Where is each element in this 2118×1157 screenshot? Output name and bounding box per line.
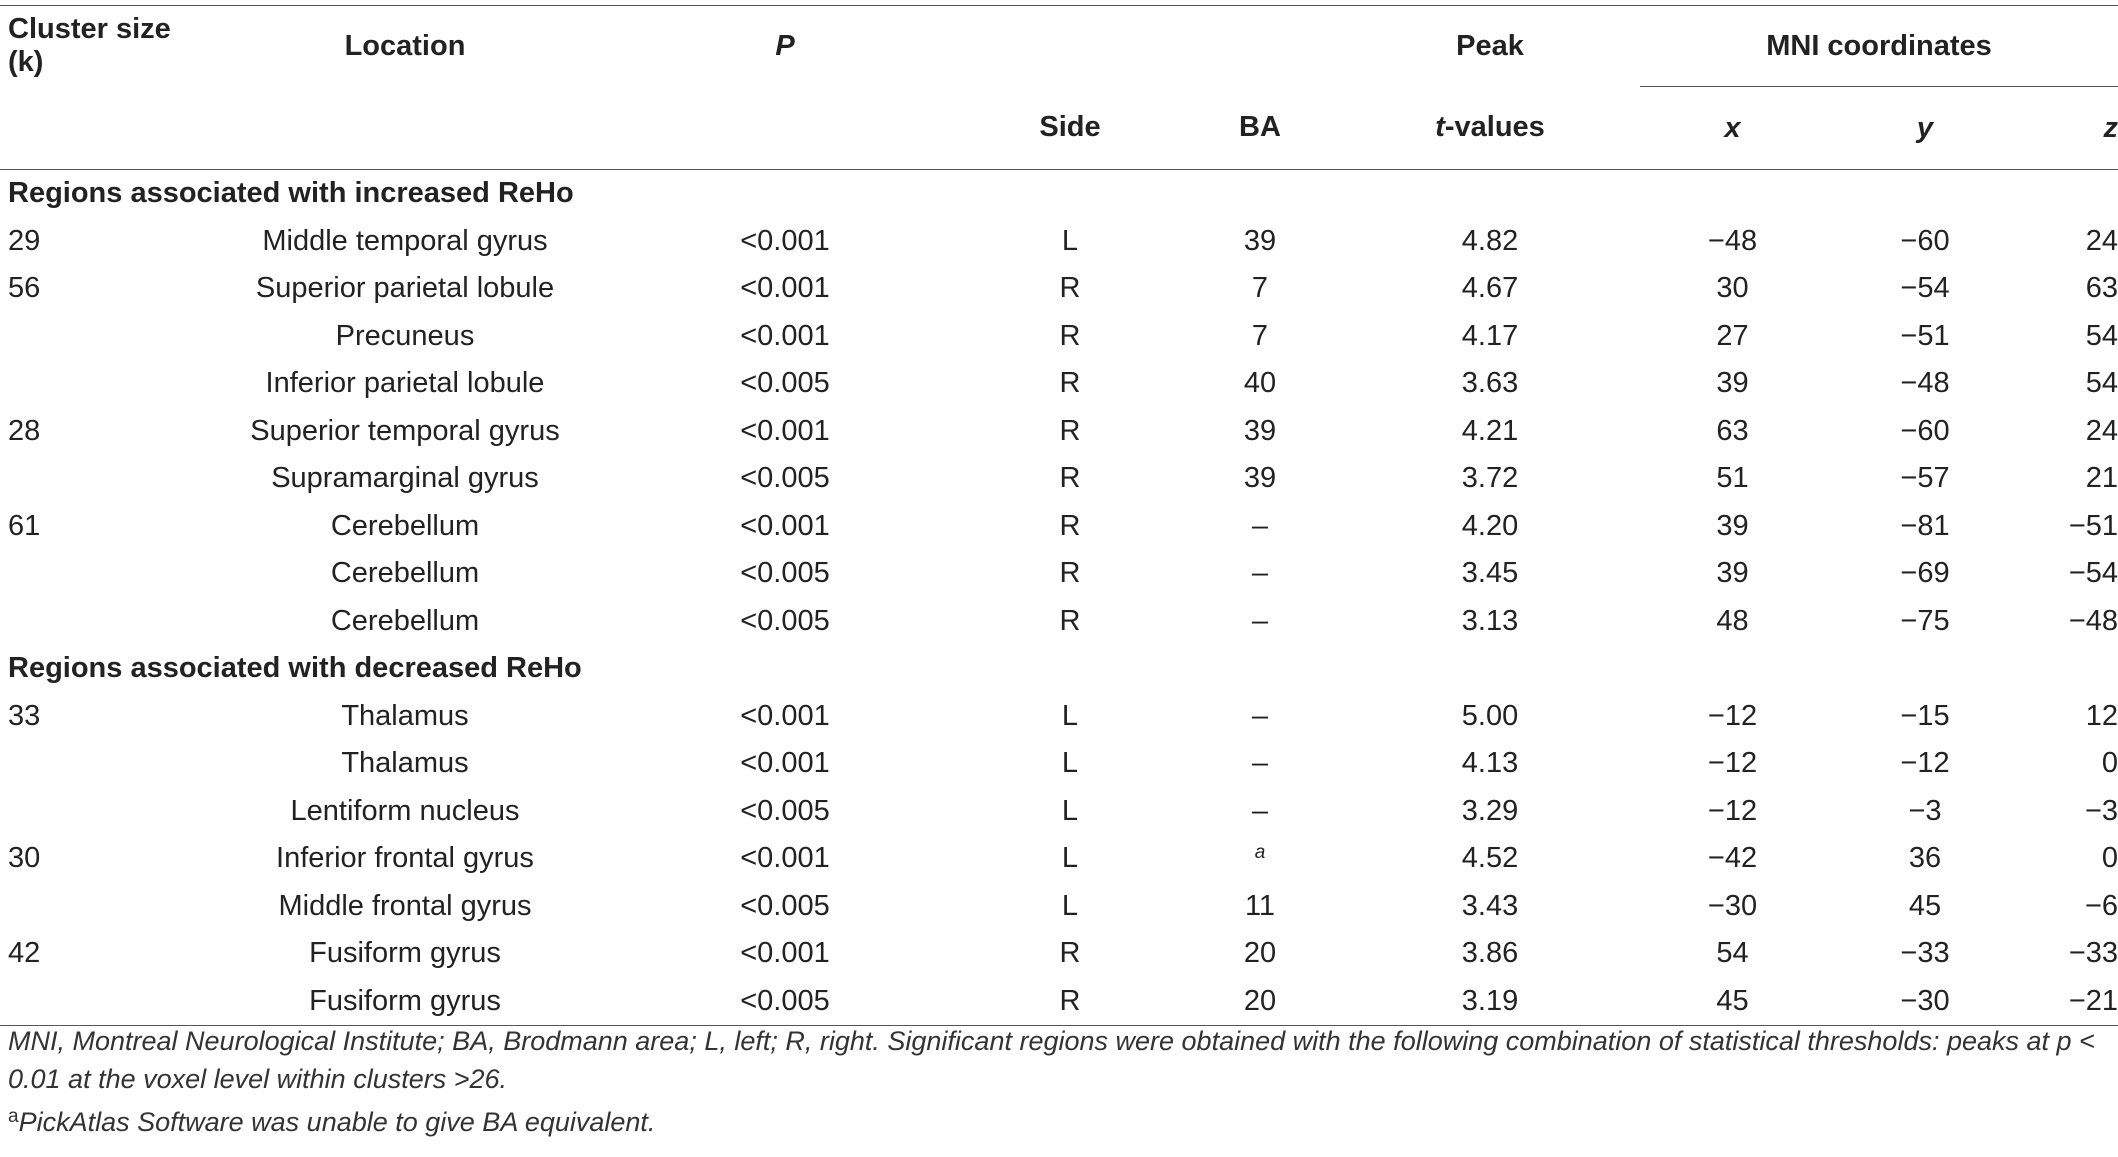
cell-location: Inferior parietal lobule [265, 367, 545, 400]
footnote-mark: a [8, 1106, 19, 1127]
cell-side: L [1061, 889, 1079, 922]
cell-y: 45 [1908, 889, 1942, 922]
cell-cluster-size: 56 [8, 272, 41, 305]
table-row [0, 550, 2118, 598]
section-row [0, 170, 2118, 218]
cell-side: R [1059, 319, 1081, 352]
header-empty-side [960, 6, 1180, 87]
cell-z: 24 [2085, 414, 2118, 447]
cell-x: 48 [1716, 604, 1749, 637]
cell-ba: – [1251, 699, 1269, 732]
cell-x: −12 [1707, 794, 1758, 827]
header-empty-1 [0, 87, 200, 170]
cell-ba: 20 [1180, 978, 1340, 1026]
cell-t-value: 3.86 [1461, 937, 1519, 970]
cell-z: −3 [2084, 794, 2118, 827]
cell-cluster-size [0, 883, 200, 931]
cell-cluster-size [0, 313, 200, 361]
cell-z: 0 [2101, 747, 2118, 780]
cell-x: 45 [1640, 978, 1825, 1026]
table-row [0, 408, 2118, 456]
cell-location: Fusiform gyrus [309, 937, 501, 970]
cell-x: −12 [1707, 699, 1758, 732]
cell-ba: 40 [1243, 367, 1277, 400]
cell-cluster-size: 28 [8, 414, 41, 447]
cell-side: L [1061, 794, 1079, 827]
ba-footnote-mark: a [1254, 841, 1266, 863]
table-row [0, 218, 2118, 266]
cell-ba: 20 [1243, 937, 1277, 970]
cell-z: 24 [2085, 224, 2118, 257]
cell-z: 63 [2085, 272, 2118, 305]
cell-y: −75 [1900, 604, 1950, 637]
cell-p-value: <0.001 [740, 699, 830, 732]
cell-y: −60 [1900, 414, 1950, 447]
cell-location: Cerebellum [330, 509, 480, 542]
cell-x: 63 [1716, 414, 1749, 447]
cell-t-value: 4.13 [1461, 747, 1519, 780]
cell-location: Lentiform nucleus [290, 794, 520, 827]
cell-p-value: <0.001 [740, 747, 830, 780]
header-mni-coordinates: MNI coordinates [1640, 6, 2118, 87]
cell-t-value: 3.43 [1461, 889, 1519, 922]
cell-ba: – [1251, 509, 1269, 542]
cell-location: Thalamus [341, 699, 469, 732]
cell-z: −51 [2068, 509, 2118, 542]
cell-cluster-size [0, 360, 200, 408]
cell-x: 30 [1716, 272, 1749, 305]
abbreviations-note: MNI, Montreal Neurological Institute; BA, Brodmann area; L, left; R, right. Significant regions were obtained with the following combination of statistical thresholds: peaks at p < 0.01 at the voxel level within clusters >26. [8, 1026, 2095, 1094]
cell-z: −6 [2084, 889, 2118, 922]
cell-y: 36 [1908, 842, 1942, 875]
cell-p-value: <0.001 [740, 272, 830, 305]
table-row [0, 313, 2118, 361]
table-row [0, 693, 2118, 741]
cell-p-value: <0.005 [740, 794, 830, 827]
cell-t-value: 4.82 [1461, 224, 1519, 257]
header-empty-ba [1180, 6, 1340, 87]
cell-side: R [1059, 272, 1081, 305]
cell-y: −60 [1900, 224, 1950, 257]
cell-cluster-size [0, 598, 200, 646]
cell-side: R [1059, 462, 1081, 495]
cell-t-value: 3.13 [1461, 604, 1519, 637]
header-z: z [2025, 87, 2118, 170]
cell-p-value: <0.005 [740, 604, 830, 637]
header-location: Location [200, 6, 610, 87]
cell-t-value: 4.20 [1461, 509, 1519, 542]
cell-cluster-size [0, 550, 200, 598]
cell-p-value: <0.001 [740, 509, 830, 542]
header-p: P [610, 6, 960, 87]
table-row [0, 788, 2118, 836]
header-empty-2 [200, 87, 610, 170]
cell-ba: – [1251, 557, 1269, 590]
header-t-suffix: -values [1444, 111, 1545, 144]
cell-z: 21 [2085, 462, 2118, 495]
cell-side: R [1059, 937, 1081, 970]
cell-ba: 7 [1251, 319, 1269, 352]
footnote-text: PickAtlas Software was unable to give BA equivalent. [18, 1107, 656, 1137]
cell-y: −3 [1908, 794, 1942, 827]
cell-x: 51 [1716, 462, 1749, 495]
cell-p-value: <0.001 [740, 224, 830, 257]
section-title: Regions associated with decreased ReHo [8, 652, 582, 685]
cell-x: −48 [1707, 224, 1758, 257]
cell-x: −42 [1707, 842, 1758, 875]
table-body [0, 170, 2118, 1026]
table-row [0, 503, 2118, 551]
cell-t-value: 4.52 [1461, 842, 1519, 875]
cell-z: 12 [2085, 699, 2118, 732]
cell-t-value: 3.72 [1461, 462, 1519, 495]
cell-side: R [1059, 367, 1081, 400]
cell-location: Superior parietal lobule [255, 272, 555, 305]
header-y: y [1825, 87, 2025, 170]
cell-z: −54 [2068, 557, 2118, 590]
header-ba: BA [1180, 87, 1340, 170]
section-title: Regions associated with increased ReHo [8, 177, 574, 210]
cell-z: 54 [2085, 319, 2118, 352]
cell-location: Cerebellum [330, 604, 480, 637]
table-row [0, 265, 2118, 313]
cell-ba: 39 [1243, 462, 1277, 495]
cell-location: Middle frontal gyrus [278, 889, 532, 922]
cell-ba: – [1251, 747, 1269, 780]
cell-x: −12 [1707, 747, 1758, 780]
cell-x: −30 [1707, 889, 1758, 922]
cell-cluster-size [0, 978, 200, 1026]
cell-ba: 39 [1243, 224, 1277, 257]
cell-y: −57 [1900, 462, 1950, 495]
cell-t-value: 4.67 [1461, 272, 1519, 305]
cell-location: Cerebellum [330, 557, 480, 590]
cell-y: −48 [1900, 367, 1950, 400]
cell-x: 39 [1716, 367, 1749, 400]
cell-x: 39 [1716, 557, 1749, 590]
cell-cluster-size [0, 455, 200, 503]
table-row [0, 598, 2118, 646]
cell-cluster-size: 29 [8, 224, 41, 257]
cell-t-value: 3.45 [1461, 557, 1519, 590]
cell-t-value: 4.21 [1461, 414, 1519, 447]
cell-location: Thalamus [341, 747, 469, 780]
cell-x: 27 [1716, 319, 1749, 352]
cell-p-value: <0.005 [740, 889, 830, 922]
cell-y: −54 [1900, 272, 1950, 305]
cell-y: −12 [1900, 747, 1950, 780]
cell-y: −51 [1900, 319, 1950, 352]
cell-ba [1180, 835, 1340, 883]
cell-t-value: 4.17 [1461, 319, 1519, 352]
cell-location: Fusiform gyrus [200, 978, 610, 1026]
cell-side: R [1059, 509, 1081, 542]
table-row [0, 740, 2118, 788]
cell-t-value: 5.00 [1461, 699, 1519, 732]
header-cluster-size: Cluster size (k) [0, 6, 200, 87]
results-table-container [0, 5, 2118, 1026]
cell-cluster-size: 42 [8, 937, 41, 970]
cell-location: Superior temporal gyrus [250, 414, 560, 447]
footnote [8, 1098, 2108, 1141]
header-t-letter: t [1435, 111, 1445, 144]
cell-p-value: <0.001 [740, 937, 830, 970]
cell-y: −15 [1900, 699, 1950, 732]
cell-y: −33 [1900, 937, 1950, 970]
header-peak: Peak [1340, 6, 1640, 87]
cell-side: R [1059, 604, 1081, 637]
reho-results-table [0, 5, 2118, 1026]
section-row [0, 645, 2118, 693]
cell-side: R [1059, 557, 1081, 590]
cell-cluster-size: 33 [8, 699, 41, 732]
header-empty-3 [610, 87, 960, 170]
cell-p-value: <0.005 [610, 978, 960, 1026]
table-row [0, 883, 2118, 931]
table-row [0, 978, 2118, 1026]
cell-cluster-size: 61 [8, 509, 41, 542]
cell-side: R [960, 978, 1180, 1026]
cell-ba: 11 [1244, 889, 1276, 922]
cell-z: 0 [2101, 842, 2118, 875]
cell-p-value: <0.005 [740, 557, 830, 590]
cell-t-value: 3.29 [1461, 794, 1519, 827]
cell-location: Inferior frontal gyrus [276, 842, 534, 875]
cell-ba: 39 [1243, 414, 1277, 447]
header-x: x [1640, 87, 1825, 170]
cell-location: Middle temporal gyrus [262, 224, 548, 257]
cell-side: L [1061, 699, 1079, 732]
cell-location: Supramarginal gyrus [271, 462, 539, 495]
cell-p-value: <0.001 [740, 414, 830, 447]
table-row [0, 930, 2118, 978]
cell-t-value: 3.19 [1340, 978, 1640, 1026]
cell-location: Precuneus [335, 319, 475, 352]
cell-z: 54 [2085, 367, 2118, 400]
cell-t-value: 3.63 [1461, 367, 1519, 400]
cell-p-value: <0.005 [740, 462, 830, 495]
cell-side: R [1059, 414, 1081, 447]
cell-p-value: <0.001 [740, 319, 830, 352]
cell-x: 54 [1716, 937, 1749, 970]
cell-side: L [1061, 842, 1079, 875]
table-notes [8, 1022, 2108, 1141]
cell-ba: 7 [1251, 272, 1269, 305]
cell-p-value: <0.001 [740, 842, 830, 875]
table-row [0, 360, 2118, 408]
cell-z: −48 [2068, 604, 2118, 637]
header-t-values [1340, 87, 1640, 170]
cell-p-value: <0.005 [740, 367, 830, 400]
table-row [0, 835, 2118, 883]
cell-ba: – [1251, 794, 1269, 827]
cell-ba: – [1251, 604, 1269, 637]
cell-cluster-size: 30 [8, 842, 41, 875]
cell-cluster-size [0, 740, 200, 788]
cell-y: −69 [1900, 557, 1950, 590]
cell-y: −30 [1825, 978, 2025, 1026]
table-header [0, 6, 2118, 170]
cell-z: −33 [2068, 937, 2118, 970]
header-side: Side [960, 87, 1180, 170]
cell-cluster-size [0, 788, 200, 836]
cell-x: 39 [1716, 509, 1749, 542]
cell-z: −21 [2025, 978, 2118, 1026]
cell-y: −81 [1900, 509, 1950, 542]
table-row [0, 455, 2118, 503]
cell-side: L [1061, 747, 1079, 780]
cell-side: L [1061, 224, 1079, 257]
